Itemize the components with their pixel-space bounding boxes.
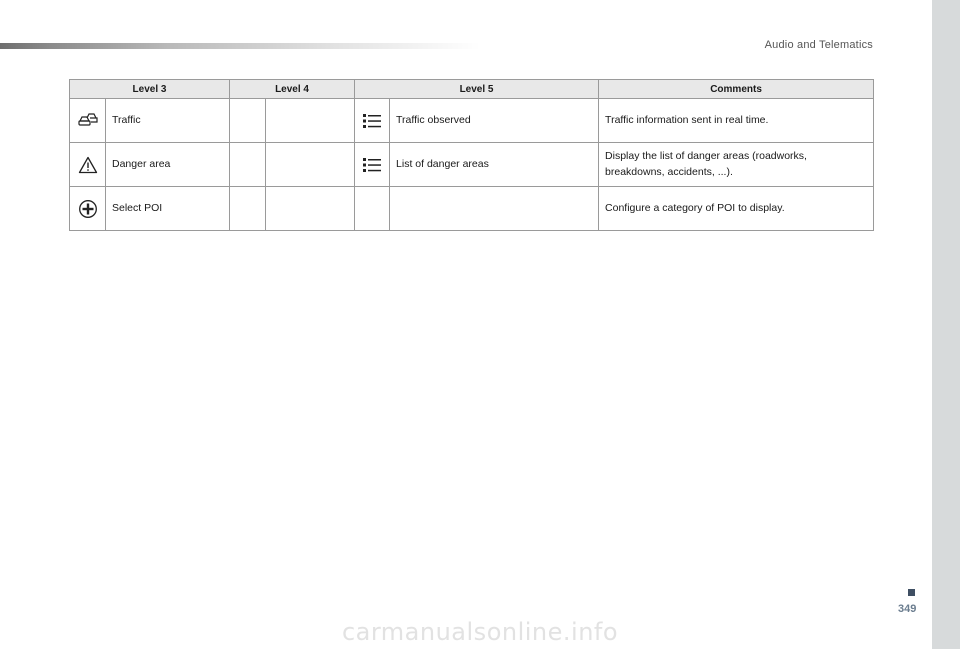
column-header-level5: Level 5 — [355, 80, 599, 99]
level5-label — [390, 187, 599, 231]
table-header-row — [70, 80, 874, 99]
level3-icon-cell — [70, 143, 106, 187]
level3-label: Danger area — [106, 143, 230, 187]
comment-cell: Display the list of danger areas (roadworks, breakdowns, accidents, ...). — [599, 143, 874, 187]
warning-triangle-icon — [78, 156, 98, 174]
add-circle-icon — [78, 199, 98, 219]
column-header-comments: Comments — [599, 80, 874, 99]
comment-cell: Traffic information sent in real time. — [599, 99, 874, 143]
column-header-level3: Level 3 — [70, 80, 230, 99]
level5-icon-cell — [355, 187, 390, 231]
page-side-strip — [932, 0, 960, 649]
section-title: Audio and Telematics — [764, 39, 873, 51]
level3-icon-cell — [70, 99, 106, 143]
list-icon — [363, 113, 381, 129]
level4-label — [266, 187, 355, 231]
level3-label: Traffic — [106, 99, 230, 143]
level4-icon-cell — [230, 187, 266, 231]
table-row — [70, 143, 874, 187]
column-header-level4: Level 4 — [230, 80, 355, 99]
watermark: carmanualsonline.info — [341, 618, 619, 646]
page-marker — [908, 589, 915, 596]
table-row — [70, 99, 874, 143]
level3-label: Select POI — [106, 187, 230, 231]
traffic-icon — [78, 112, 98, 130]
comment-cell: Configure a category of POI to display. — [599, 187, 874, 231]
level3-icon-cell — [70, 187, 106, 231]
level5-icon-cell — [355, 99, 390, 143]
level5-icon-cell — [355, 143, 390, 187]
header-decorative-bar — [0, 43, 480, 49]
level4-icon-cell — [230, 99, 266, 143]
page-number: 349 — [898, 603, 917, 615]
level5-label: List of danger areas — [390, 143, 599, 187]
menu-table — [69, 79, 874, 231]
list-icon — [363, 157, 381, 173]
level4-label — [266, 143, 355, 187]
level4-label — [266, 99, 355, 143]
level5-label: Traffic observed — [390, 99, 599, 143]
level4-icon-cell — [230, 143, 266, 187]
table-row — [70, 187, 874, 231]
